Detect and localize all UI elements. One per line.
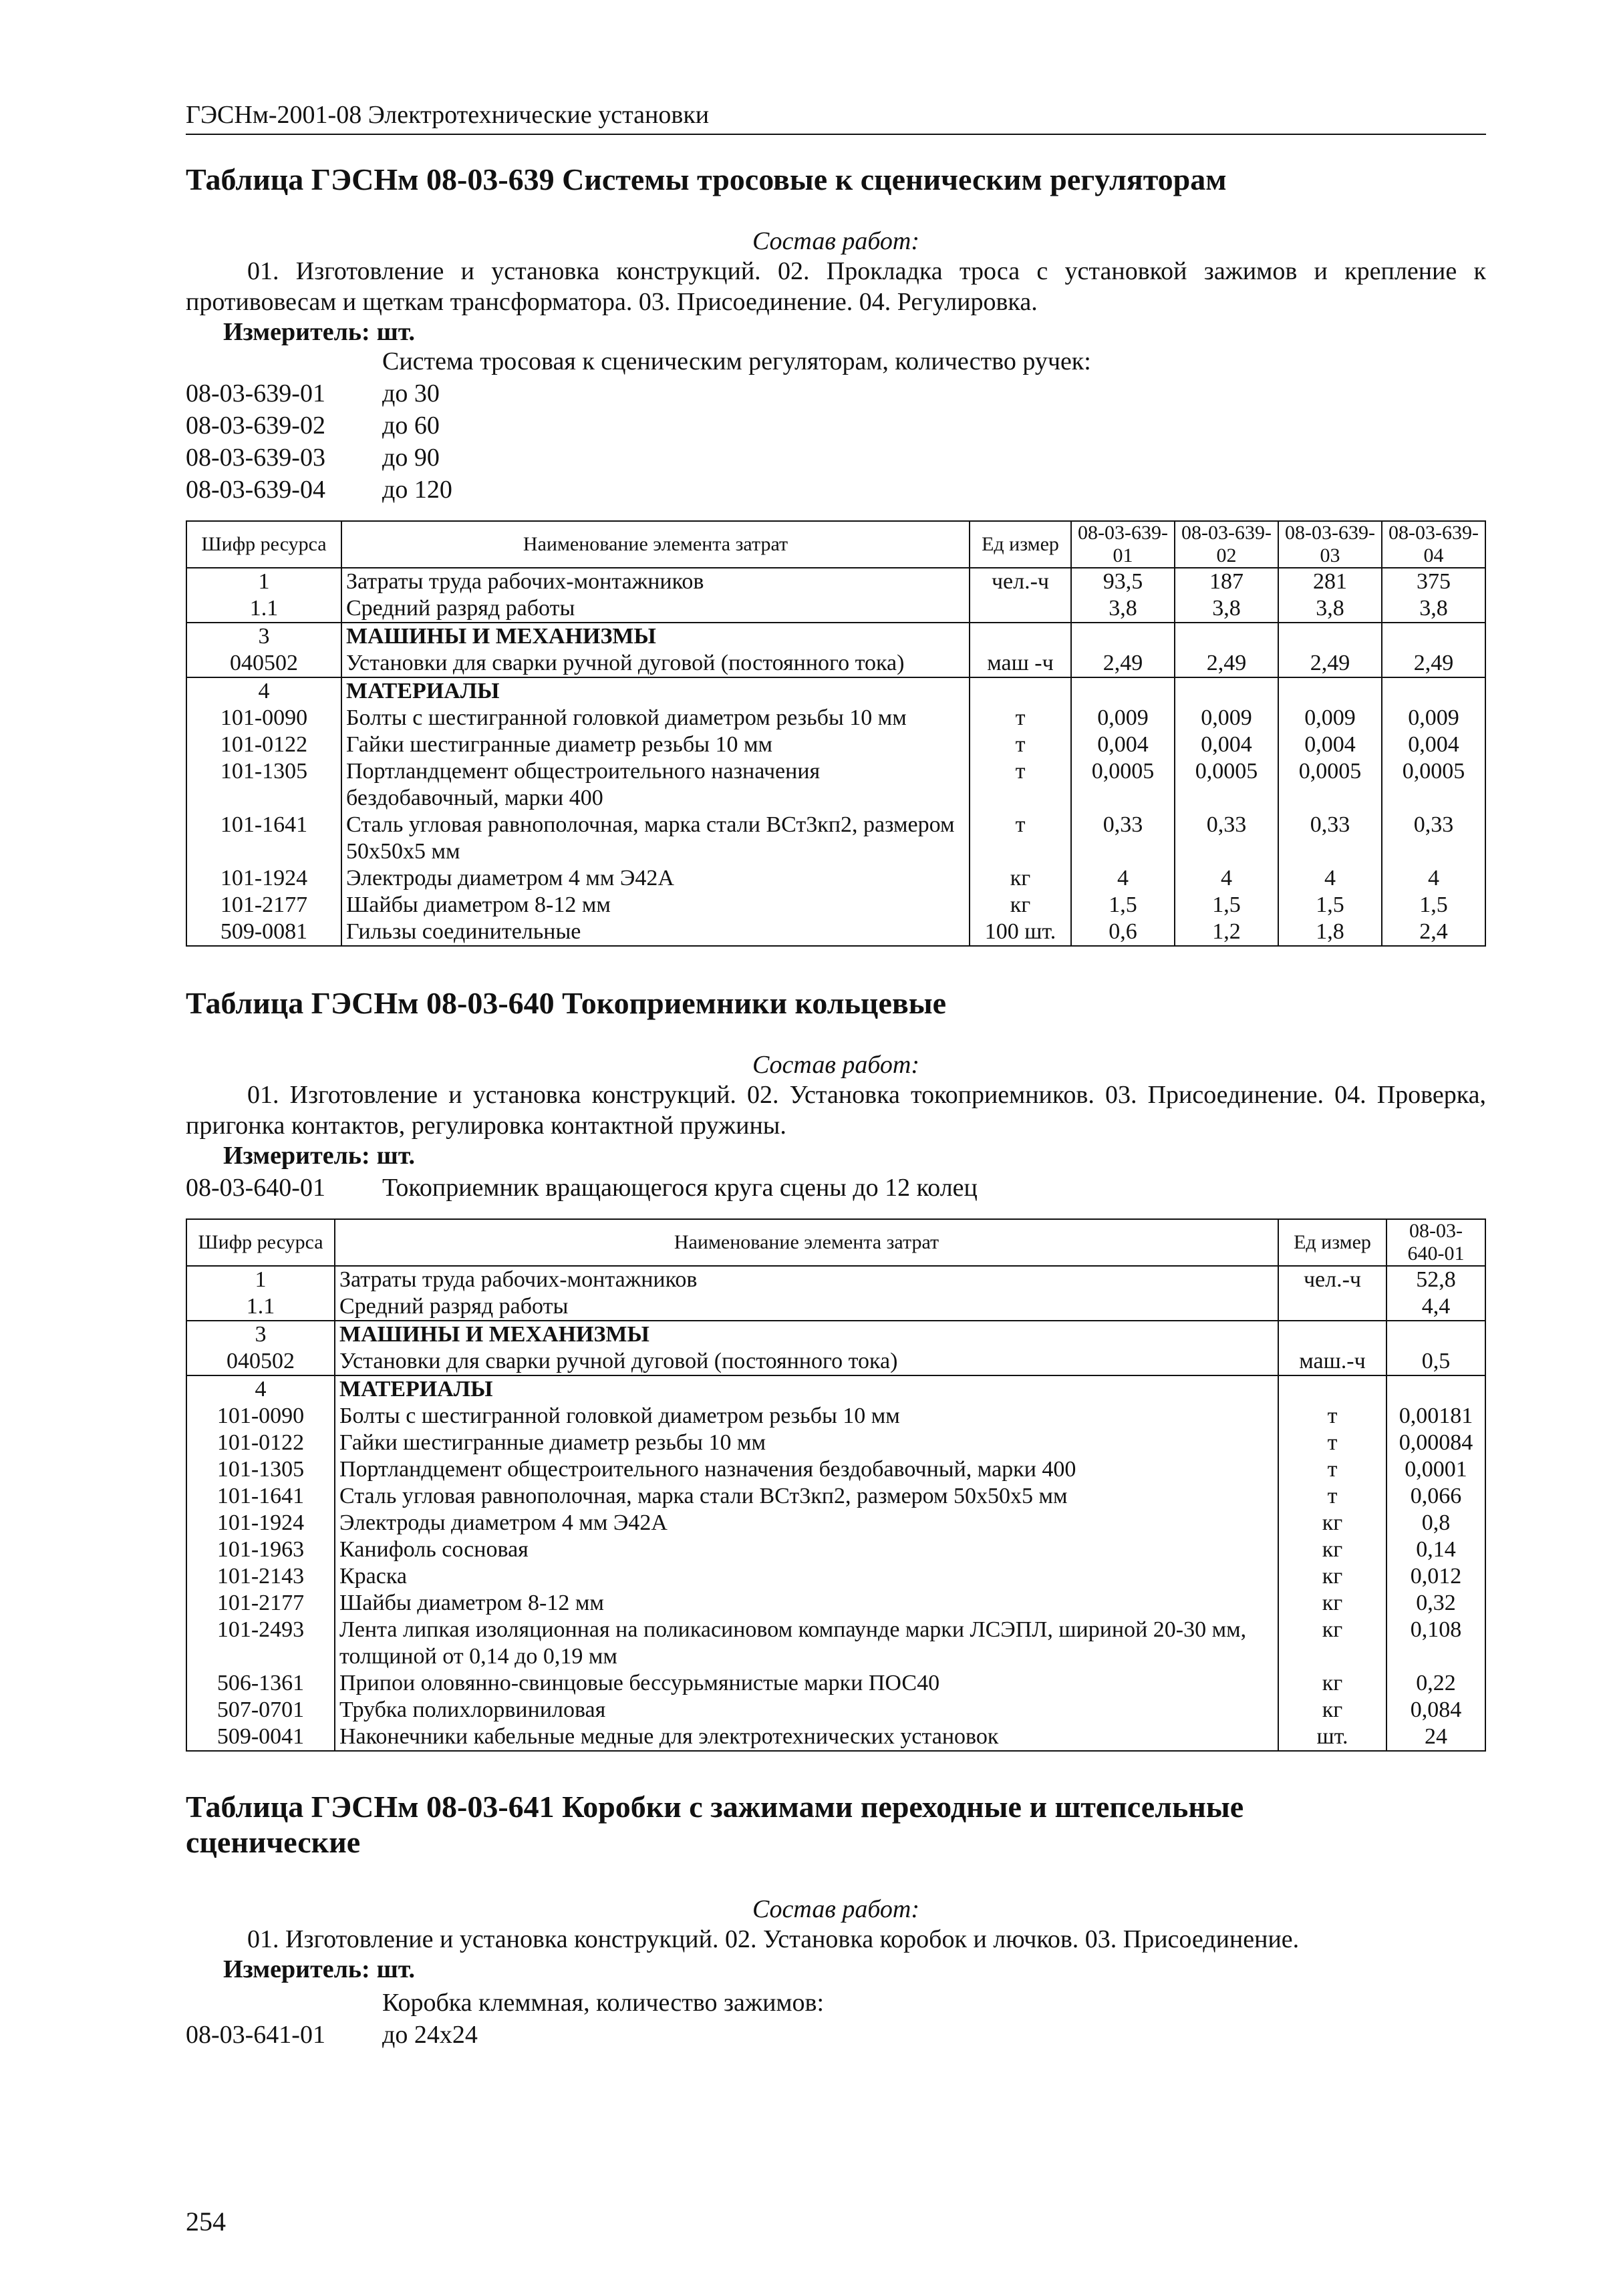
resource-unit: т [970,812,1071,865]
measure-label: Измеритель: [223,318,370,346]
resource-value: 1,2 [1175,919,1278,946]
resource-code: 506-1361 [186,1670,335,1697]
resource-value: 4 [1278,865,1382,892]
resource-unit: т [970,705,1071,731]
resource-unit: кг [1278,1617,1386,1670]
code: 08-03-639-04 [186,476,325,504]
resource-value: 0,0005 [1382,758,1485,812]
measure-label: Измеритель: [223,1955,370,1983]
code-value: до 24х24 [382,2021,478,2049]
resource-value: 0,004 [1175,731,1278,758]
table-row [186,650,1485,677]
resource-code: 040502 [186,650,341,677]
measure-value: шт. [376,1955,416,1983]
resource-name: Шайбы диаметром 8-12 мм [335,1590,1278,1617]
resource-code: 1.1 [186,595,341,623]
resource-value: 0,33 [1175,812,1278,865]
code-item [186,442,452,474]
resource-code: 507-0701 [186,1697,335,1724]
resource-code: 3 [186,623,341,650]
resource-value: 0,00181 [1386,1403,1485,1430]
resource-code: 4 [186,677,341,705]
resource-value: 0,004 [1278,731,1382,758]
resource-value: 0,084 [1386,1697,1485,1724]
resource-value [1382,623,1485,650]
resource-unit: кг [970,892,1071,919]
resource-value [1278,623,1382,650]
section-description: 01. Изготовление и установка конструкций. 02. Установка коробок и лючков. 03. Присоединение. [247,1925,1300,1953]
resource-value [1071,623,1175,650]
resource-value: 1,5 [1278,892,1382,919]
resource-value: 0,009 [1382,705,1485,731]
section-title: Таблица ГЭСНм 08-03-641 Коробки с зажимами переходные и штепсельные сценические [186,1790,1244,1859]
resource-unit: т [1278,1430,1386,1456]
table-row [186,595,1485,623]
resource-unit: шт. [1278,1724,1386,1751]
resource-unit: т [970,731,1071,758]
resource-value: 0,066 [1386,1483,1485,1510]
resource-table [186,1218,1486,1752]
page-number: 254 [186,2206,226,2237]
resource-name: Средний разряд работы [335,1293,1278,1321]
resource-value [1071,677,1175,705]
resource-value [1382,677,1485,705]
section-caption: Состав работ: [752,227,920,255]
resource-value [1386,1321,1485,1348]
resource-value: 1,8 [1278,919,1382,946]
resource-unit [1278,1375,1386,1403]
resource-value: 3,8 [1382,595,1485,623]
resource-value: 2,4 [1382,919,1485,946]
resource-name: Лента липкая изоляционная на поликасиновом компаунде марки ЛСЭПЛ, шириной 20-30 мм, толщиной от 0,14 до 0,19 мм [335,1617,1278,1670]
resource-code: 101-2143 [186,1563,335,1590]
resource-name: Гильзы соединительные [341,919,970,946]
resource-value: 0,004 [1071,731,1175,758]
resource-code: 101-1305 [186,758,341,812]
resource-code: 509-0041 [186,1724,335,1751]
resource-value: 0,6 [1071,919,1175,946]
resource-unit [970,623,1071,650]
table-row [186,865,1485,892]
resource-value: 0,012 [1386,1563,1485,1590]
resource-name: Припои оловянно-свинцовые бессурьмянистые марки ПОС40 [335,1670,1278,1697]
resource-name: Краска [335,1563,1278,1590]
resource-name: Болты с шестигранной головкой диаметром резьбы 10 мм [335,1403,1278,1430]
resource-name: Гайки шестигранные диаметр резьбы 10 мм [341,731,970,758]
column-header: Шифр ресурса [186,521,341,568]
resource-unit: т [1278,1456,1386,1483]
table-row [186,1430,1485,1456]
code-value: до 60 [382,412,440,440]
table-row [186,1510,1485,1536]
resource-unit: т [1278,1403,1386,1430]
resource-value: 0,009 [1175,705,1278,731]
code: 08-03-639-01 [186,379,325,407]
code-item [186,474,452,506]
resource-name: МАТЕРИАЛЫ [341,677,970,705]
table-row [186,1590,1485,1617]
resource-value: 2,49 [1175,650,1278,677]
table-row [186,1348,1485,1375]
resource-unit [1278,1321,1386,1348]
resource-value: 0,0001 [1386,1456,1485,1483]
measure-label: Измеритель: [223,1142,370,1170]
code-value: до 90 [382,444,440,472]
resource-value [1278,677,1382,705]
resource-code: 101-0122 [186,731,341,758]
resource-value: 24 [1386,1724,1485,1751]
section-08-03-639 [186,162,1486,947]
code-item [186,409,452,442]
code-value: до 120 [382,476,452,504]
resource-value: 0,5 [1386,1348,1485,1375]
resource-unit: маш.-ч [1278,1348,1386,1375]
resource-name: Болты с шестигранной головкой диаметром резьбы 10 мм [341,705,970,731]
table-row [186,568,1485,595]
resource-code: 101-2177 [186,892,341,919]
column-header: 08-03-639-04 [1382,521,1485,568]
resource-name: Наконечники кабельные медные для электротехнических установок [335,1724,1278,1751]
resource-value: 0,22 [1386,1670,1485,1697]
resource-value: 4,4 [1386,1293,1485,1321]
resource-name: Гайки шестигранные диаметр резьбы 10 мм [335,1430,1278,1456]
resource-value: 0,33 [1278,812,1382,865]
resource-value: 4 [1071,865,1175,892]
code: 08-03-639-02 [186,412,325,440]
table-row [186,1563,1485,1590]
resource-value: 0,009 [1278,705,1382,731]
resource-name: Шайбы диаметром 8-12 мм [341,892,970,919]
resource-name: Канифоль сосновая [335,1536,1278,1563]
table-row [186,1483,1485,1510]
resource-value: 0,14 [1386,1536,1485,1563]
section-08-03-640 [186,985,1486,1752]
resource-code: 101-0090 [186,705,341,731]
table-row [186,1321,1485,1348]
resource-value: 4 [1175,865,1278,892]
resource-code: 101-1924 [186,1510,335,1536]
table-row [186,623,1485,650]
column-header: Ед измер [1278,1219,1386,1266]
table-row [186,1724,1485,1751]
resource-name: Сталь угловая равнополочная, марка стали ВСт3кп2, размером 50х50х5 мм [335,1483,1278,1510]
resource-value: 3,8 [1071,595,1175,623]
code-value: до 30 [382,379,440,407]
codes-list [186,2019,478,2051]
resource-value: 2,49 [1382,650,1485,677]
resource-value [1175,623,1278,650]
table-row [186,892,1485,919]
resource-unit: маш -ч [970,650,1071,677]
resource-value: 3,8 [1175,595,1278,623]
table-row [186,1375,1485,1403]
resource-value: 187 [1175,568,1278,595]
section-08-03-641 [186,1789,1486,2051]
resource-value [1175,677,1278,705]
resource-value: 52,8 [1386,1266,1485,1293]
column-header: 08-03-639-02 [1175,521,1278,568]
table-row [186,705,1485,731]
codes-list [186,377,452,506]
codes-intro: Коробка клеммная, количество зажимов: [382,1989,825,2017]
resource-value: 0,33 [1071,812,1175,865]
measure-line [186,1141,1486,1170]
code-item [186,377,452,409]
resource-code: 101-1924 [186,865,341,892]
resource-code: 1 [186,1266,335,1293]
resource-code: 101-2177 [186,1590,335,1617]
resource-value: 281 [1278,568,1382,595]
resource-code: 101-0122 [186,1430,335,1456]
resource-value: 0,0005 [1175,758,1278,812]
resource-value: 0,009 [1071,705,1175,731]
measure-line [186,1955,1486,1984]
code-item [186,1172,978,1204]
resource-table [186,520,1486,947]
table-row [186,758,1485,812]
table-row [186,1617,1485,1670]
resource-code: 040502 [186,1348,335,1375]
table-row [186,1293,1485,1321]
resource-unit [1278,1293,1386,1321]
resource-unit: чел.-ч [1278,1266,1386,1293]
document-page [186,100,1486,2051]
resource-value: 0,0005 [1278,758,1382,812]
section-description: 01. Изготовление и установка конструкций. 02. Установка токоприемников. 03. Присоединение. 04. Проверка, пригонка контактов, регулировка контактной пружины. [186,1081,1486,1140]
resource-code: 3 [186,1321,335,1348]
code: 08-03-639-03 [186,444,325,472]
resource-unit: кг [1278,1697,1386,1724]
resource-unit [970,677,1071,705]
resource-code: 4 [186,1375,335,1403]
table-row [186,731,1485,758]
resource-value: 0,33 [1382,812,1485,865]
resource-code: 101-1641 [186,1483,335,1510]
section-description: 01. Изготовление и установка конструкций. 02. Прокладка троса с установкой зажимов и крепление к противовесам и щеткам трансформатора. 03. Присоединение. 04. Регулировка. [186,257,1486,316]
resource-name: МАШИНЫ И МЕХАНИЗМЫ [335,1321,1278,1348]
code-item [186,2019,478,2051]
column-header: 08-03-639-03 [1278,521,1382,568]
column-header: 08-03-640-01 [1386,1219,1485,1266]
resource-code: 1 [186,568,341,595]
resource-name: Сталь угловая равнополочная, марка стали ВСт3кп2, размером 50х50х5 мм [341,812,970,865]
column-header: 08-03-639-01 [1071,521,1175,568]
resource-unit [970,595,1071,623]
table-row [186,1456,1485,1483]
resource-name: Портландцемент общестроительного назначения бездобавочный, марки 400 [335,1456,1278,1483]
codes-intro: Система тросовая к сценическим регуляторам, количество ручек: [382,347,1091,375]
table-row [186,919,1485,946]
table-row [186,1697,1485,1724]
resource-value: 0,00084 [1386,1430,1485,1456]
codes-list [186,1172,978,1204]
resource-code: 101-0090 [186,1403,335,1430]
resource-value: 1,5 [1175,892,1278,919]
resource-unit: кг [1278,1590,1386,1617]
measure-line [186,317,1486,347]
resource-code: 1.1 [186,1293,335,1321]
resource-name: Портландцемент общестроительного назначения бездобавочный, марки 400 [341,758,970,812]
resource-value: 1,5 [1382,892,1485,919]
code: 08-03-641-01 [186,2021,325,2049]
section-caption: Состав работ: [752,1895,920,1923]
table-row [186,1670,1485,1697]
resource-unit: т [1278,1483,1386,1510]
measure-value: шт. [376,318,416,346]
resource-unit: чел.-ч [970,568,1071,595]
resource-value: 0,0005 [1071,758,1175,812]
resource-value: 4 [1382,865,1485,892]
resource-name: Средний разряд работы [341,595,970,623]
column-header: Ед измер [970,521,1071,568]
code: 08-03-640-01 [186,1174,325,1202]
resource-value: 0,8 [1386,1510,1485,1536]
resource-code: 101-1305 [186,1456,335,1483]
section-caption: Состав работ: [752,1051,920,1079]
table-header-row [186,521,1485,568]
resource-name: Установки для сварки ручной дуговой (постоянного тока) [335,1348,1278,1375]
resource-code: 101-2493 [186,1617,335,1670]
table-row [186,677,1485,705]
column-header: Наименование элемента затрат [341,521,970,568]
resource-name: Электроды диаметром 4 мм Э42А [341,865,970,892]
resource-value: 0,004 [1382,731,1485,758]
resource-name: Затраты труда рабочих-монтажников [341,568,970,595]
resource-code: 509-0081 [186,919,341,946]
resource-name: МАШИНЫ И МЕХАНИЗМЫ [341,623,970,650]
measure-value: шт. [376,1142,416,1170]
column-header: Шифр ресурса [186,1219,335,1266]
resource-name: Установки для сварки ручной дуговой (постоянного тока) [341,650,970,677]
resource-name: МАТЕРИАЛЫ [335,1375,1278,1403]
resource-unit: кг [1278,1536,1386,1563]
table-header-row [186,1219,1485,1266]
resource-name: Трубка полихлорвиниловая [335,1697,1278,1724]
resource-name: Электроды диаметром 4 мм Э42А [335,1510,1278,1536]
resource-unit: кг [970,865,1071,892]
resource-value: 2,49 [1071,650,1175,677]
resource-unit: т [970,758,1071,812]
resource-value: 375 [1382,568,1485,595]
table-row [186,812,1485,865]
resource-value: 0,32 [1386,1590,1485,1617]
resource-unit: кг [1278,1563,1386,1590]
resource-value: 1,5 [1071,892,1175,919]
resource-value: 0,108 [1386,1617,1485,1670]
resource-name: Затраты труда рабочих-монтажников [335,1266,1278,1293]
table-row [186,1536,1485,1563]
resource-code: 101-1963 [186,1536,335,1563]
resource-value [1386,1375,1485,1403]
resource-unit: кг [1278,1670,1386,1697]
column-header: Наименование элемента затрат [335,1219,1278,1266]
resource-value: 93,5 [1071,568,1175,595]
resource-value: 3,8 [1278,595,1382,623]
section-title: Таблица ГЭСНм 08-03-640 Токоприемники кольцевые [186,986,947,1020]
section-title: Таблица ГЭСНм 08-03-639 Системы тросовые к сценическим регуляторам [186,162,1227,196]
resource-value: 2,49 [1278,650,1382,677]
running-header: ГЭСНм-2001-08 Электротехнические установки [186,100,1486,135]
table-row [186,1403,1485,1430]
table-row [186,1266,1485,1293]
resource-code: 101-1641 [186,812,341,865]
resource-unit: кг [1278,1510,1386,1536]
resource-unit: 100 шт. [970,919,1071,946]
code-value: Токоприемник вращающегося круга сцены до 12 колец [382,1174,978,1202]
